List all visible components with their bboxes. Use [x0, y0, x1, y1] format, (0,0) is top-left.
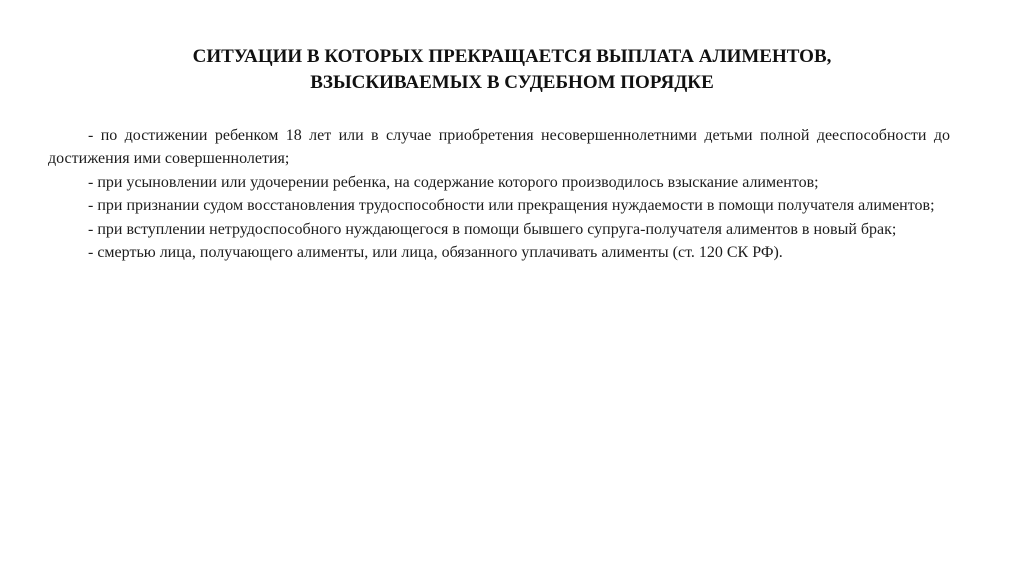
list-item: - смертью лица, получающего алименты, или лица, обязанного уплачивать алименты (ст. 120 СК РФ). — [88, 244, 783, 262]
title-line-2: ВЗЫСКИВАЕМЫХ В СУДЕБНОМ ПОРЯДКЕ — [310, 72, 714, 93]
list-item: - при признании судом восстановления трудоспособности или прекращения нуждаемости в помощи получателя алиментов; — [88, 197, 935, 215]
list-item: - по достижении ребенком 18 лет или в случае приобретения несовершеннолетними детьми полной дееспособности до достижения ими совершеннолетия; — [48, 127, 950, 168]
slide-body — [48, 124, 950, 264]
slide-title — [0, 44, 1024, 96]
list-item: - при усыновлении или удочерении ребенка, на содержание которого производилось взыскание алиментов; — [88, 173, 819, 191]
title-line-1: СИТУАЦИИ В КОТОРЫХ ПРЕКРАЩАЕТСЯ ВЫПЛАТА АЛИМЕНТОВ, — [192, 46, 832, 67]
list-item: - при вступлении нетрудоспособного нуждающегося в помощи бывшего супруга-получателя алиментов в новый брак; — [88, 220, 897, 238]
